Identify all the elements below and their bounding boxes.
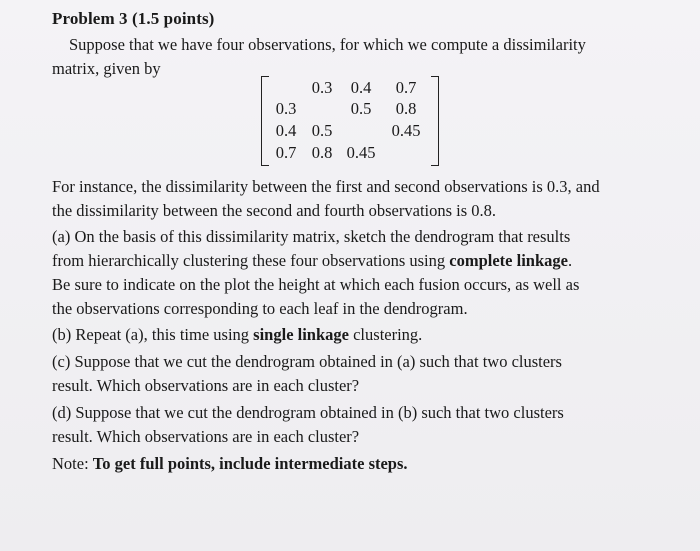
- intro-line-1: Suppose that we have four observations, for which we compute a dissimilarity: [69, 35, 586, 54]
- matrix-cell-r2c1: 0.5: [311, 121, 333, 140]
- matrix-cell-r1c2: 0.5: [350, 99, 372, 118]
- matrix-cell-r3c1: 0.8: [311, 143, 333, 162]
- part-b-text: (b) Repeat (a), this time using: [52, 325, 254, 344]
- example-line-2: the dissimilarity between the second and fourth observations is 0.8.: [52, 201, 497, 220]
- dissimilarity-matrix: [261, 76, 439, 164]
- part-a-line-1: (a) On the basis of this dissimilarity matrix, sketch the dendrogram that results: [52, 227, 571, 246]
- single-linkage-term: single linkage: [253, 325, 349, 344]
- note-label: Note:: [52, 454, 93, 473]
- matrix-left-bracket: [261, 76, 269, 166]
- note-text: To get full points, include intermediate steps.: [92, 454, 408, 473]
- part-c-line-2: result. Which observations are in each cluster?: [52, 376, 360, 395]
- matrix-cell-r3c2: 0.45: [346, 143, 376, 162]
- matrix-cell-r1c3: 0.8: [395, 99, 417, 118]
- part-d-line-2: result. Which observations are in each cluster?: [52, 427, 360, 446]
- part-a-line-2-end: .: [567, 251, 573, 270]
- matrix-cell-r0c3: 0.7: [395, 78, 417, 97]
- matrix-cell-r1c0: 0.3: [275, 99, 297, 118]
- matrix-cell-r0c1: 0.3: [311, 78, 333, 97]
- problem-title: Problem 3 (1.5 points): [52, 9, 215, 28]
- example-line-1: For instance, the dissimilarity between the first and second observations is 0.3, and: [52, 177, 600, 196]
- matrix-right-bracket: [431, 76, 439, 166]
- part-a-line-2: [52, 249, 572, 273]
- complete-linkage-term: complete linkage: [449, 251, 568, 270]
- matrix-cell-r2c0: 0.4: [275, 121, 297, 140]
- matrix-cell-r0c2: 0.4: [350, 78, 372, 97]
- part-b-end: clustering.: [348, 325, 423, 344]
- note: [52, 452, 408, 476]
- matrix-cell-r2c3: 0.45: [391, 121, 421, 140]
- intro-line-2: matrix, given by: [52, 59, 161, 78]
- part-a-line-4: the observations corresponding to each leaf in the dendrogram.: [52, 299, 468, 318]
- part-a-line-2-text: from hierarchically clustering these four observations using: [52, 251, 450, 270]
- matrix-cell-r3c0: 0.7: [275, 143, 297, 162]
- part-a-line-3: Be sure to indicate on the plot the height at which each fusion occurs, as well as: [52, 275, 580, 294]
- part-d-line-1: (d) Suppose that we cut the dendrogram obtained in (b) such that two clusters: [52, 403, 564, 422]
- part-c-line-1: (c) Suppose that we cut the dendrogram obtained in (a) such that two clusters: [52, 352, 562, 371]
- part-b: [52, 323, 422, 347]
